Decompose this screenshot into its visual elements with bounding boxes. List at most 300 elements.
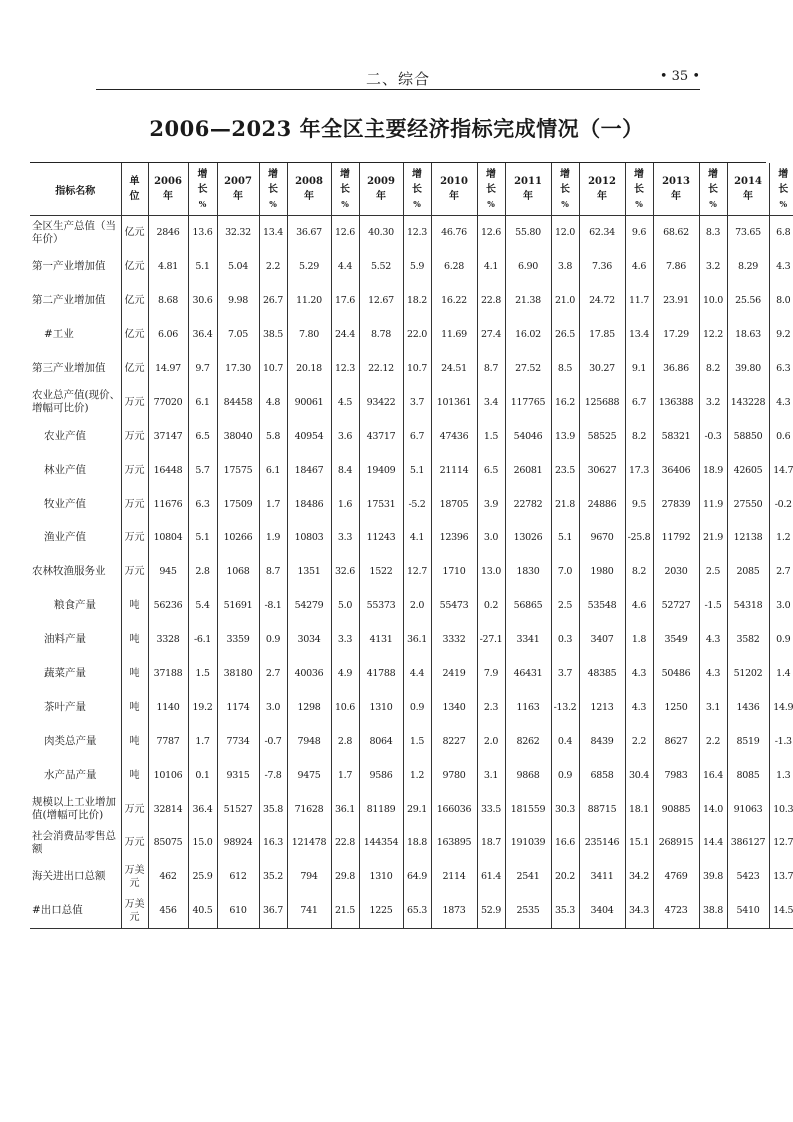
- growth-cell: 6.1: [188, 385, 217, 419]
- growth-cell: 12.2: [699, 318, 727, 352]
- value-cell: 136388: [653, 385, 699, 419]
- value-cell: 5410: [727, 894, 769, 928]
- value-cell: 17509: [217, 487, 259, 521]
- growth-cell: 9.5: [625, 487, 653, 521]
- value-cell: 56236: [148, 589, 188, 623]
- growth-cell: 6.5: [477, 453, 505, 487]
- growth-cell: -27.1: [477, 623, 505, 657]
- value-cell: 42605: [727, 453, 769, 487]
- header-growth: 增 长 %: [259, 163, 287, 216]
- growth-cell: 27.4: [477, 318, 505, 352]
- growth-cell: 4.8: [259, 385, 287, 419]
- growth-cell: 0.4: [551, 724, 579, 758]
- value-cell: 3549: [653, 623, 699, 657]
- growth-cell: 0.2: [477, 589, 505, 623]
- value-cell: 71628: [287, 792, 331, 826]
- indicator-unit: 万元: [121, 453, 148, 487]
- value-cell: 68.62: [653, 216, 699, 250]
- indicator-unit: 万美元: [121, 860, 148, 894]
- value-cell: 268915: [653, 826, 699, 860]
- growth-cell: 3.0: [769, 589, 793, 623]
- growth-cell: 32.6: [331, 555, 359, 589]
- growth-cell: 15.0: [188, 826, 217, 860]
- value-cell: 121478: [287, 826, 331, 860]
- indicator-unit: 万元: [121, 521, 148, 555]
- growth-cell: 3.3: [331, 521, 359, 555]
- header-year: 2008 年: [287, 163, 331, 216]
- value-cell: 14.97: [148, 352, 188, 386]
- value-cell: 462: [148, 860, 188, 894]
- value-cell: 3407: [579, 623, 625, 657]
- growth-cell: 14.5: [769, 894, 793, 928]
- value-cell: 21114: [431, 453, 477, 487]
- value-cell: 73.65: [727, 216, 769, 250]
- growth-cell: 18.2: [403, 284, 431, 318]
- growth-cell: 35.8: [259, 792, 287, 826]
- indicator-name: 林业产值: [44, 463, 86, 476]
- value-cell: 24886: [579, 487, 625, 521]
- value-cell: 1436: [727, 690, 769, 724]
- indicator-name: 农业总产值(现价、增幅可比价): [32, 389, 121, 415]
- growth-cell: 2.5: [551, 589, 579, 623]
- growth-cell: 3.1: [477, 758, 505, 792]
- growth-cell: 12.6: [477, 216, 505, 250]
- growth-cell: 2.7: [769, 555, 793, 589]
- table-header-row: [30, 163, 793, 216]
- value-cell: 4.81: [148, 250, 188, 284]
- value-cell: 40.30: [359, 216, 403, 250]
- value-cell: 9868: [505, 758, 551, 792]
- header-year: 2011 年: [505, 163, 551, 216]
- growth-cell: 0.6: [769, 419, 793, 453]
- growth-cell: 13.7: [769, 860, 793, 894]
- growth-cell: 6.1: [259, 453, 287, 487]
- growth-cell: 6.3: [769, 352, 793, 386]
- header-year: 2006 年: [148, 163, 188, 216]
- growth-cell: 2.0: [403, 589, 431, 623]
- value-cell: 10266: [217, 521, 259, 555]
- value-cell: 6.90: [505, 250, 551, 284]
- growth-cell: 4.6: [625, 250, 653, 284]
- header-year: 2009 年: [359, 163, 403, 216]
- table-row: [30, 385, 793, 419]
- value-cell: 3034: [287, 623, 331, 657]
- growth-cell: 6.8: [769, 216, 793, 250]
- indicator-name: 蔬菜产量: [44, 667, 86, 680]
- value-cell: 11676: [148, 487, 188, 521]
- growth-cell: 21.0: [551, 284, 579, 318]
- growth-cell: 30.4: [625, 758, 653, 792]
- growth-cell: -0.2: [769, 487, 793, 521]
- growth-cell: 12.7: [769, 826, 793, 860]
- growth-cell: 19.2: [188, 690, 217, 724]
- growth-cell: 14.7: [769, 453, 793, 487]
- value-cell: 88715: [579, 792, 625, 826]
- growth-cell: 18.9: [699, 453, 727, 487]
- growth-cell: 35.2: [259, 860, 287, 894]
- growth-cell: 5.9: [403, 250, 431, 284]
- value-cell: 2535: [505, 894, 551, 928]
- growth-cell: 11.9: [699, 487, 727, 521]
- growth-cell: 1.5: [403, 724, 431, 758]
- value-cell: 9670: [579, 521, 625, 555]
- value-cell: 7948: [287, 724, 331, 758]
- value-cell: 43717: [359, 419, 403, 453]
- value-cell: 37147: [148, 419, 188, 453]
- value-cell: 7.86: [653, 250, 699, 284]
- table-row: [30, 860, 793, 894]
- table-row: [30, 792, 793, 826]
- growth-cell: 6.7: [403, 419, 431, 453]
- growth-cell: 52.9: [477, 894, 505, 928]
- indicator-name: 油料产量: [44, 633, 86, 646]
- value-cell: 1830: [505, 555, 551, 589]
- value-cell: 117765: [505, 385, 551, 419]
- growth-cell: 8.3: [699, 216, 727, 250]
- indicator-unit: 万元: [121, 487, 148, 521]
- value-cell: 7.36: [579, 250, 625, 284]
- growth-cell: 0.9: [551, 758, 579, 792]
- value-cell: 16.02: [505, 318, 551, 352]
- growth-cell: 22.8: [331, 826, 359, 860]
- growth-cell: 4.3: [699, 623, 727, 657]
- value-cell: 7787: [148, 724, 188, 758]
- value-cell: 1310: [359, 690, 403, 724]
- table-row: [30, 894, 793, 928]
- value-cell: 5.29: [287, 250, 331, 284]
- value-cell: 77020: [148, 385, 188, 419]
- table-row: [30, 250, 793, 284]
- growth-cell: 61.4: [477, 860, 505, 894]
- value-cell: 6.28: [431, 250, 477, 284]
- growth-cell: 5.0: [331, 589, 359, 623]
- growth-cell: 14.4: [699, 826, 727, 860]
- growth-cell: 4.6: [625, 589, 653, 623]
- indicator-name: 茶叶产量: [44, 700, 86, 713]
- growth-cell: 10.6: [331, 690, 359, 724]
- value-cell: 54318: [727, 589, 769, 623]
- value-cell: 456: [148, 894, 188, 928]
- value-cell: 17531: [359, 487, 403, 521]
- growth-cell: 3.2: [699, 250, 727, 284]
- growth-cell: 2.2: [699, 724, 727, 758]
- value-cell: 101361: [431, 385, 477, 419]
- value-cell: 1522: [359, 555, 403, 589]
- growth-cell: 9.6: [625, 216, 653, 250]
- growth-cell: 17.6: [331, 284, 359, 318]
- value-cell: 11243: [359, 521, 403, 555]
- indicator-table: [30, 163, 793, 929]
- value-cell: 9586: [359, 758, 403, 792]
- value-cell: 24.51: [431, 352, 477, 386]
- growth-cell: 36.4: [188, 318, 217, 352]
- growth-cell: 5.1: [403, 453, 431, 487]
- table-row: [30, 318, 793, 352]
- growth-cell: 16.4: [699, 758, 727, 792]
- growth-cell: -8.1: [259, 589, 287, 623]
- value-cell: 58321: [653, 419, 699, 453]
- value-cell: 8439: [579, 724, 625, 758]
- growth-cell: -5.2: [403, 487, 431, 521]
- indicator-unit: 亿元: [121, 318, 148, 352]
- growth-cell: 30.6: [188, 284, 217, 318]
- value-cell: 163895: [431, 826, 477, 860]
- indicator-name: 渔业产值: [44, 531, 86, 544]
- table-row: [30, 690, 793, 724]
- value-cell: 40954: [287, 419, 331, 453]
- growth-cell: 8.7: [477, 352, 505, 386]
- value-cell: 5.04: [217, 250, 259, 284]
- growth-cell: 33.5: [477, 792, 505, 826]
- value-cell: 9780: [431, 758, 477, 792]
- table-row: [30, 826, 793, 860]
- value-cell: 40036: [287, 657, 331, 691]
- growth-cell: 1.7: [188, 724, 217, 758]
- growth-cell: 12.0: [551, 216, 579, 250]
- growth-cell: 2.3: [477, 690, 505, 724]
- page-number: • 35 •: [659, 69, 700, 84]
- growth-cell: 3.0: [259, 690, 287, 724]
- growth-cell: 5.8: [259, 419, 287, 453]
- growth-cell: 10.7: [403, 352, 431, 386]
- indicator-unit: 吨: [121, 589, 148, 623]
- indicator-unit: 万元: [121, 555, 148, 589]
- growth-cell: 14.9: [769, 690, 793, 724]
- growth-cell: 12.3: [403, 216, 431, 250]
- value-cell: 10106: [148, 758, 188, 792]
- value-cell: 7983: [653, 758, 699, 792]
- value-cell: 91063: [727, 792, 769, 826]
- growth-cell: 11.7: [625, 284, 653, 318]
- section-title: 二、综合: [365, 70, 430, 88]
- growth-cell: 4.9: [331, 657, 359, 691]
- value-cell: 125688: [579, 385, 625, 419]
- growth-cell: 3.9: [477, 487, 505, 521]
- table-row: [30, 352, 793, 386]
- growth-cell: 4.4: [403, 657, 431, 691]
- value-cell: 1213: [579, 690, 625, 724]
- growth-cell: 2.8: [331, 724, 359, 758]
- value-cell: 22.12: [359, 352, 403, 386]
- growth-cell: 30.3: [551, 792, 579, 826]
- growth-cell: 9.7: [188, 352, 217, 386]
- header-growth: 增 长 %: [551, 163, 579, 216]
- value-cell: 30.27: [579, 352, 625, 386]
- growth-cell: 1.3: [769, 758, 793, 792]
- value-cell: 3404: [579, 894, 625, 928]
- value-cell: 47436: [431, 419, 477, 453]
- value-cell: 8085: [727, 758, 769, 792]
- growth-cell: 38.8: [699, 894, 727, 928]
- table-row: [30, 284, 793, 318]
- indicator-name: 社会消费品零售总额: [32, 829, 116, 855]
- growth-cell: 1.8: [625, 623, 653, 657]
- value-cell: 1250: [653, 690, 699, 724]
- growth-cell: 16.6: [551, 826, 579, 860]
- value-cell: 741: [287, 894, 331, 928]
- growth-cell: 5.7: [188, 453, 217, 487]
- growth-cell: 64.9: [403, 860, 431, 894]
- indicator-unit: 吨: [121, 623, 148, 657]
- value-cell: 11.69: [431, 318, 477, 352]
- growth-cell: 4.1: [403, 521, 431, 555]
- growth-cell: 2.7: [259, 657, 287, 691]
- value-cell: 90061: [287, 385, 331, 419]
- header-growth: 增 长 %: [625, 163, 653, 216]
- value-cell: 36.86: [653, 352, 699, 386]
- growth-cell: 3.0: [477, 521, 505, 555]
- value-cell: 1710: [431, 555, 477, 589]
- growth-cell: 7.9: [477, 657, 505, 691]
- value-cell: 3328: [148, 623, 188, 657]
- growth-cell: 18.8: [403, 826, 431, 860]
- growth-cell: 4.3: [625, 657, 653, 691]
- growth-cell: 7.0: [551, 555, 579, 589]
- growth-cell: 21.8: [551, 487, 579, 521]
- table-body: [30, 216, 793, 929]
- value-cell: 386127: [727, 826, 769, 860]
- indicator-unit: 吨: [121, 724, 148, 758]
- indicator-name: #工业: [44, 328, 74, 341]
- growth-cell: 10.0: [699, 284, 727, 318]
- value-cell: 41788: [359, 657, 403, 691]
- indicator-name: 第二产业增加值: [32, 294, 106, 307]
- growth-cell: 13.4: [259, 216, 287, 250]
- growth-cell: 4.3: [625, 690, 653, 724]
- growth-cell: 4.3: [769, 385, 793, 419]
- growth-cell: 3.7: [403, 385, 431, 419]
- value-cell: 8.29: [727, 250, 769, 284]
- header-year: 2010 年: [431, 163, 477, 216]
- header-year: 2012 年: [579, 163, 625, 216]
- value-cell: 4769: [653, 860, 699, 894]
- growth-cell: 38.5: [259, 318, 287, 352]
- value-cell: 610: [217, 894, 259, 928]
- value-cell: 11792: [653, 521, 699, 555]
- value-cell: 18486: [287, 487, 331, 521]
- value-cell: 30627: [579, 453, 625, 487]
- growth-cell: 0.9: [259, 623, 287, 657]
- value-cell: 2846: [148, 216, 188, 250]
- growth-cell: 3.1: [699, 690, 727, 724]
- table-row: [30, 555, 793, 589]
- value-cell: 3341: [505, 623, 551, 657]
- value-cell: 17.30: [217, 352, 259, 386]
- value-cell: 17575: [217, 453, 259, 487]
- growth-cell: 5.1: [188, 250, 217, 284]
- growth-cell: 4.4: [331, 250, 359, 284]
- table-row: [30, 216, 793, 250]
- growth-cell: -1.5: [699, 589, 727, 623]
- indicator-name: 第一产业增加值: [32, 260, 106, 273]
- value-cell: 2085: [727, 555, 769, 589]
- growth-cell: 2.2: [625, 724, 653, 758]
- growth-cell: 14.0: [699, 792, 727, 826]
- value-cell: 54046: [505, 419, 551, 453]
- indicator-unit: 吨: [121, 657, 148, 691]
- growth-cell: 0.3: [551, 623, 579, 657]
- value-cell: 10804: [148, 521, 188, 555]
- value-cell: 17.29: [653, 318, 699, 352]
- value-cell: 55473: [431, 589, 477, 623]
- value-cell: 1140: [148, 690, 188, 724]
- growth-cell: 6.3: [188, 487, 217, 521]
- header-rule: [96, 89, 700, 90]
- growth-cell: 10.3: [769, 792, 793, 826]
- value-cell: 18467: [287, 453, 331, 487]
- growth-cell: 3.3: [331, 623, 359, 657]
- value-cell: 27550: [727, 487, 769, 521]
- value-cell: 612: [217, 860, 259, 894]
- indicator-name: 水产品产量: [44, 768, 97, 781]
- value-cell: 10803: [287, 521, 331, 555]
- value-cell: 1340: [431, 690, 477, 724]
- growth-cell: -0.7: [259, 724, 287, 758]
- value-cell: 23.91: [653, 284, 699, 318]
- header-growth: 增 长 %: [403, 163, 431, 216]
- value-cell: 81189: [359, 792, 403, 826]
- growth-cell: 12.7: [403, 555, 431, 589]
- value-cell: 7.80: [287, 318, 331, 352]
- value-cell: 58850: [727, 419, 769, 453]
- growth-cell: 4.3: [769, 250, 793, 284]
- growth-cell: 36.7: [259, 894, 287, 928]
- growth-cell: 65.3: [403, 894, 431, 928]
- value-cell: 1068: [217, 555, 259, 589]
- value-cell: 4131: [359, 623, 403, 657]
- growth-cell: 2.0: [477, 724, 505, 758]
- growth-cell: 2.5: [699, 555, 727, 589]
- table-title: 2006—2023 年全区主要经济指标完成情况（一）: [149, 116, 644, 141]
- value-cell: 2419: [431, 657, 477, 691]
- value-cell: 20.18: [287, 352, 331, 386]
- table-row: [30, 419, 793, 453]
- growth-cell: 39.8: [699, 860, 727, 894]
- growth-cell: 0.9: [769, 623, 793, 657]
- growth-cell: 4.5: [331, 385, 359, 419]
- header-growth: 增 长 %: [699, 163, 727, 216]
- value-cell: 46.76: [431, 216, 477, 250]
- header-unit: 单 位: [121, 163, 148, 216]
- value-cell: 3359: [217, 623, 259, 657]
- growth-cell: 1.5: [477, 419, 505, 453]
- indicator-unit: 万元: [121, 385, 148, 419]
- growth-cell: 3.6: [331, 419, 359, 453]
- growth-cell: 1.2: [403, 758, 431, 792]
- growth-cell: 8.2: [699, 352, 727, 386]
- growth-cell: 10.7: [259, 352, 287, 386]
- growth-cell: 15.1: [625, 826, 653, 860]
- value-cell: 98924: [217, 826, 259, 860]
- indicator-name: 农林牧渔服务业: [32, 565, 106, 578]
- indicator-unit: 万元: [121, 419, 148, 453]
- growth-cell: 22.0: [403, 318, 431, 352]
- header-growth: 增 长 %: [331, 163, 359, 216]
- value-cell: 27839: [653, 487, 699, 521]
- growth-cell: 8.2: [625, 555, 653, 589]
- value-cell: 235146: [579, 826, 625, 860]
- growth-cell: 8.0: [769, 284, 793, 318]
- value-cell: 51202: [727, 657, 769, 691]
- value-cell: 143228: [727, 385, 769, 419]
- growth-cell: 13.9: [551, 419, 579, 453]
- value-cell: 12396: [431, 521, 477, 555]
- value-cell: 1351: [287, 555, 331, 589]
- value-cell: 8262: [505, 724, 551, 758]
- value-cell: 7.05: [217, 318, 259, 352]
- value-cell: 51691: [217, 589, 259, 623]
- indicator-unit: 吨: [121, 690, 148, 724]
